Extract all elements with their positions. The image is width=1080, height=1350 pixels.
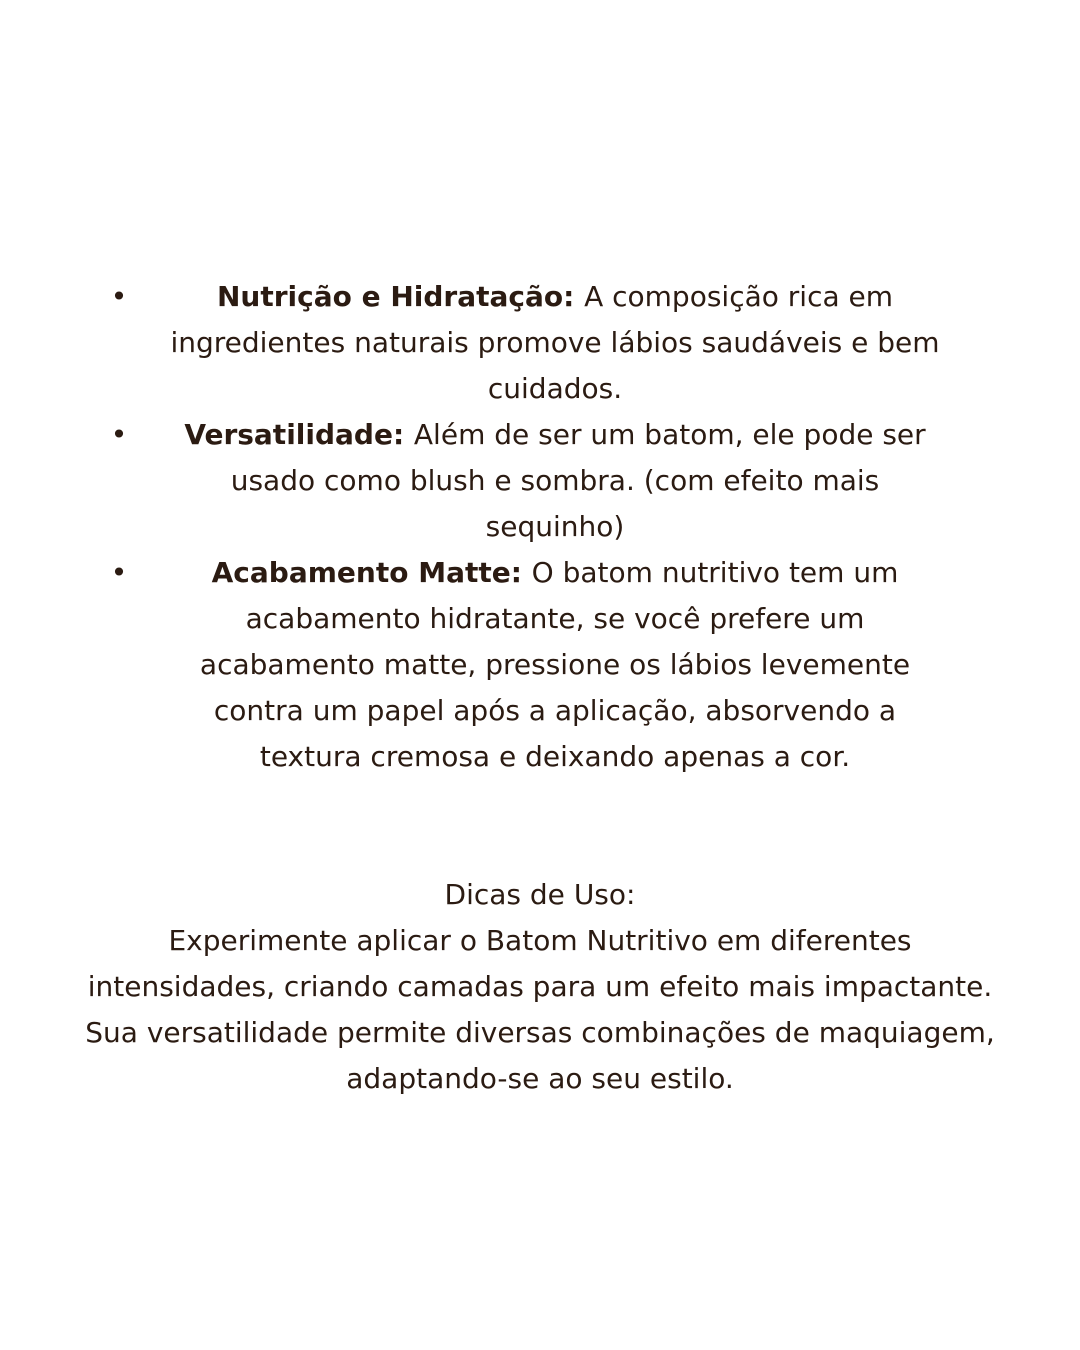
benefit-title: Versatilidade: — [184, 418, 414, 451]
bullet-icon: • — [110, 418, 128, 451]
bullet-icon: • — [110, 280, 128, 313]
bullet-icon: • — [110, 556, 128, 589]
benefits-list — [0, 274, 1080, 780]
content-area — [0, 274, 1080, 1102]
benefit-text: Além de ser um batom, ele pode ser usado como blush e sombra. (com efeito mais sequinho) — [230, 418, 926, 543]
benefit-text: O batom nutritivo tem um acabamento hidratante, se você prefere um acabamento matte, pressione os lábios levemente contra um papel após a aplicação, absorvendo a textura cremosa e deixando apenas a cor. — [199, 556, 911, 773]
tips-text: Experimente aplicar o Batom Nutritivo em diferentes intensidades, criando camadas para um efeito mais impactante. Sua versatilidade permite diversas combinações de maquiagem, adaptando-se ao seu estilo. — [85, 924, 995, 1095]
tips-heading: Dicas de Uso: — [444, 878, 636, 911]
section-spacer — [0, 780, 1080, 826]
benefit-item-versatility — [0, 412, 1080, 550]
section-spacer — [0, 826, 1080, 872]
benefit-text: A composição rica em ingredientes naturais promove lábios saudáveis e bem cuidados. — [170, 280, 940, 405]
benefit-item-nutrition — [0, 274, 1080, 412]
benefit-title: Acabamento Matte: — [211, 556, 532, 589]
benefit-title: Nutrição e Hidratação: — [216, 280, 585, 313]
benefit-item-matte-finish — [0, 550, 1080, 780]
